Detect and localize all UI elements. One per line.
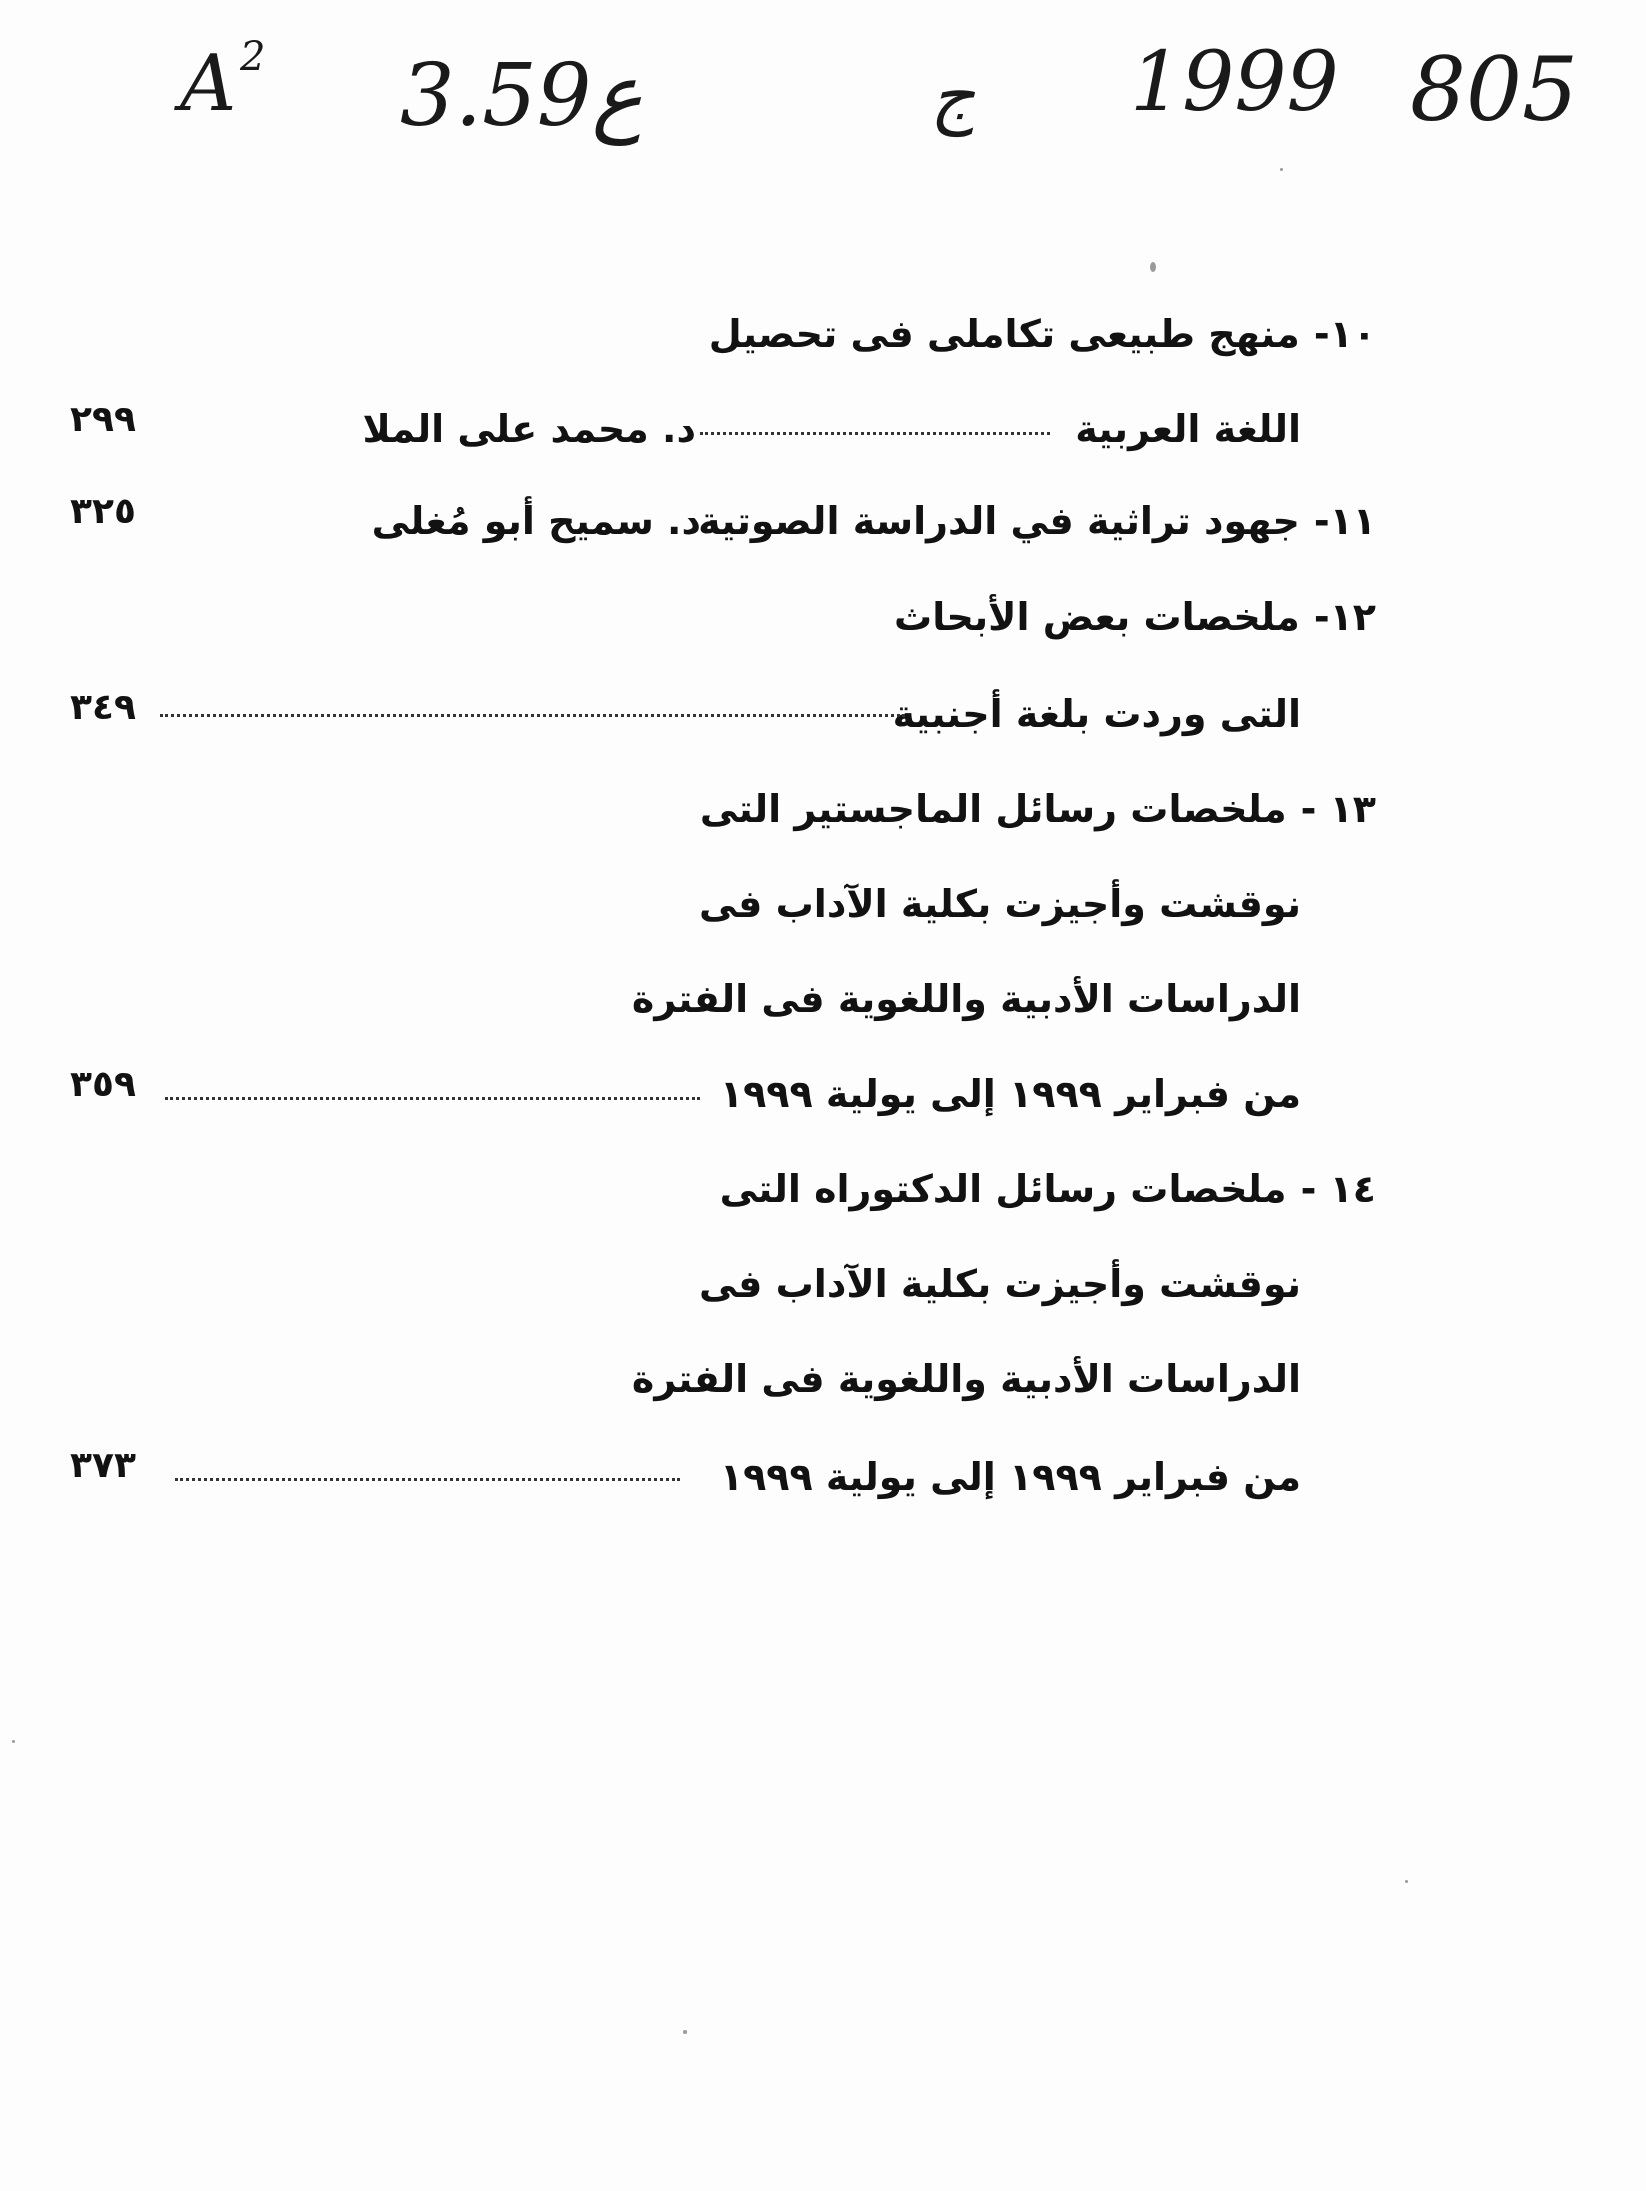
toc-entry-11-author: د. سميح أبو مُغلى — [371, 499, 701, 543]
toc-entry-13-number: ١٣ - — [1300, 787, 1376, 831]
toc-entry-14-line-1 — [719, 1167, 1376, 1211]
toc-entry-10-line-1 — [708, 312, 1376, 356]
toc-entry-14-line-3 — [631, 1357, 1301, 1401]
toc-entry-12-title-2: التى وردت بلغة أجنبية — [892, 692, 1301, 736]
hw-number: 805 — [1410, 38, 1578, 141]
leader-dots — [700, 432, 1050, 435]
toc-entry-10-line-2 — [1075, 407, 1301, 451]
toc-entry-12-number: ١٢- — [1313, 595, 1376, 639]
scan-speck — [683, 2030, 687, 2034]
toc-entry-14-title-1: ملخصات رسائل الدكتوراه التى — [719, 1167, 1287, 1211]
leader-dots — [160, 714, 905, 717]
toc-entry-13-page: ٣٥٩ — [70, 1064, 136, 1105]
scan-speck — [1150, 262, 1156, 272]
toc-entry-11-line-1 — [698, 499, 1376, 543]
hw-superscript: 2 — [240, 34, 266, 80]
toc-entry-12-title-1: ملخصات بعض الأبحاث — [894, 595, 1300, 639]
scan-speck — [12, 1740, 15, 1743]
toc-entry-14-page: ٣٧٣ — [70, 1445, 136, 1486]
toc-entry-10-page: ٢٩٩ — [70, 399, 136, 440]
toc-entry-11-page: ٣٢٥ — [70, 491, 136, 532]
toc-entry-13-line-1 — [699, 787, 1376, 831]
toc-entry-13-line-4 — [719, 1072, 1301, 1116]
hw-code-1: 3.ع59 — [400, 46, 643, 146]
toc-entry-14-title-4: من فبراير ١٩٩٩ إلى يولية ١٩٩٩ — [719, 1455, 1301, 1499]
toc-entry-14-line-4 — [719, 1455, 1301, 1499]
toc-entry-13-line-3 — [631, 977, 1301, 1021]
leader-dots — [165, 1097, 700, 1100]
toc-entry-10-title-1: منهج طبيعى تكاملى فى تحصيل — [708, 312, 1300, 356]
hw-code-2: ج — [930, 55, 976, 137]
toc-entry-14-line-2 — [699, 1262, 1301, 1306]
toc-entry-13-title-3: الدراسات الأدبية واللغوية فى الفترة — [631, 977, 1301, 1021]
toc-entry-10-number: ١٠- — [1313, 312, 1376, 356]
leader-dots — [175, 1478, 680, 1481]
toc-entry-12-line-1 — [894, 595, 1376, 639]
handwritten-catalog-note — [170, 30, 1610, 150]
hw-year: 1999 — [1130, 35, 1339, 130]
toc-entry-10-title-2: اللغة العربية — [1075, 407, 1301, 451]
scan-speck — [1405, 1880, 1408, 1883]
toc-entry-13-line-2 — [699, 882, 1301, 926]
toc-entry-13-title-2: نوقشت وأجيزت بكلية الآداب فى — [699, 882, 1301, 926]
toc-entry-13-title-4: من فبراير ١٩٩٩ إلى يولية ١٩٩٩ — [719, 1072, 1301, 1116]
toc-entry-14-number: ١٤ - — [1300, 1167, 1376, 1211]
toc-entry-13-title-1: ملخصات رسائل الماجستير التى — [699, 787, 1287, 831]
toc-entry-12-page: ٣٤٩ — [70, 687, 136, 728]
toc-entry-14-title-2: نوقشت وأجيزت بكلية الآداب فى — [699, 1262, 1301, 1306]
hw-letter-a: A — [180, 39, 237, 129]
toc-entry-14-title-3: الدراسات الأدبية واللغوية فى الفترة — [631, 1357, 1301, 1401]
toc-entry-11-number: ١١- — [1313, 499, 1376, 543]
scan-speck — [1280, 168, 1283, 171]
toc-entry-12-line-2 — [892, 692, 1301, 736]
toc-entry-11-title-1: جهود تراثية في الدراسة الصوتية — [698, 499, 1300, 543]
toc-entry-10-author: د. محمد على الملا — [362, 407, 696, 451]
